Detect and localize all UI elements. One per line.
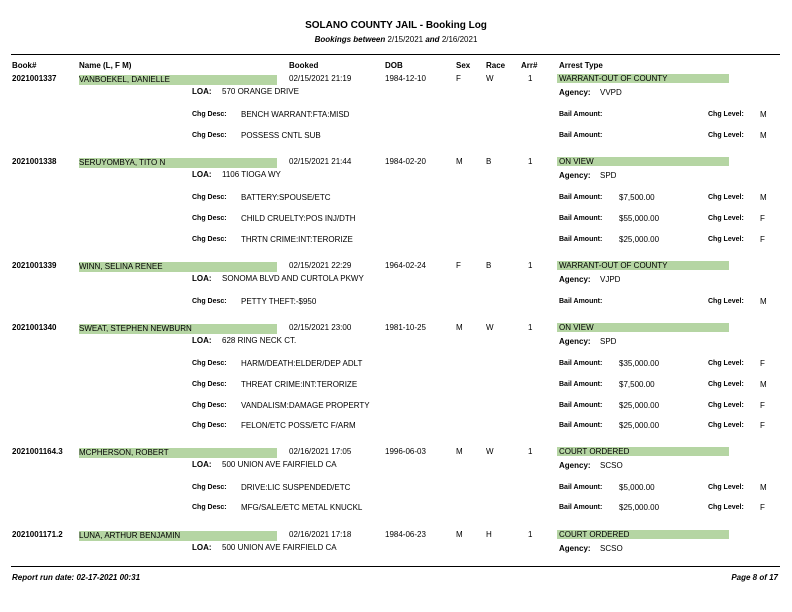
- agency-value: SPD: [600, 337, 617, 346]
- agency-value: SPD: [600, 171, 617, 180]
- inmate-name: WINN, SELINA RENEE: [79, 262, 277, 272]
- loa-label: LOA:: [192, 87, 212, 96]
- chg-desc-label: Chg Desc:: [192, 360, 227, 367]
- charge-description: CHILD CRUELTY:POS INJ/DTH: [241, 214, 356, 223]
- chg-desc-label: Chg Desc:: [192, 236, 227, 243]
- page-number: Page 8 of 17: [731, 573, 778, 582]
- bail-amount-label: Bail Amount:: [559, 504, 603, 511]
- bail-amount-label: Bail Amount:: [559, 484, 603, 491]
- charge-level: F: [760, 401, 765, 410]
- agency-value: SCSO: [600, 544, 623, 553]
- bail-amount-label: Bail Amount:: [559, 215, 603, 222]
- report-subtitle: [0, 35, 792, 44]
- subtitle-prefix: Bookings between: [314, 35, 386, 44]
- bail-amount-label: Bail Amount:: [559, 111, 603, 118]
- col-arr: Arr#: [521, 61, 538, 70]
- subtitle-from-date: 2/15/2021: [387, 35, 424, 44]
- charge-description: THREAT CRIME:INT:TERORIZE: [241, 380, 358, 389]
- bail-amount-label: Bail Amount:: [559, 236, 603, 243]
- charge-description: FELON/ETC POSS/ETC F/ARM: [241, 421, 356, 430]
- dob: 1981-10-25: [385, 323, 426, 332]
- chg-desc-label: Chg Desc:: [192, 298, 227, 305]
- booked-datetime: 02/15/2021 21:44: [289, 157, 352, 166]
- bail-amount-value: $35,000.00: [619, 359, 660, 368]
- chg-level-label: Chg Level:: [708, 132, 744, 139]
- charge-description: BENCH WARRANT:FTA:MISD: [241, 110, 350, 119]
- inmate-name: SERUYOMBYA, TITO N: [79, 158, 277, 168]
- race: W: [486, 447, 494, 456]
- agency-label: Agency:: [559, 275, 591, 284]
- charge-level: F: [760, 503, 765, 512]
- charge-description: POSSESS CNTL SUB: [241, 131, 321, 140]
- charge-description: DRIVE:LIC SUSPENDED/ETC: [241, 483, 351, 492]
- chg-desc-label: Chg Desc:: [192, 111, 227, 118]
- chg-level-label: Chg Level:: [708, 484, 744, 491]
- chg-desc-label: Chg Desc:: [192, 402, 227, 409]
- bail-amount-value: $25,000.00: [619, 401, 660, 410]
- sex: M: [456, 323, 463, 332]
- loa-label: LOA:: [192, 460, 212, 469]
- chg-level-label: Chg Level:: [708, 111, 744, 118]
- col-race: Race: [486, 61, 506, 70]
- book-number: 2021001339: [12, 261, 57, 270]
- chg-level-label: Chg Level:: [708, 422, 744, 429]
- arrest-type: COURT ORDERED: [557, 447, 729, 456]
- bail-amount-value: $25,000.00: [619, 235, 660, 244]
- agency-value: VJPD: [600, 275, 621, 284]
- bail-amount-value: $7,500.00: [619, 193, 655, 202]
- arrest-number: 1: [528, 157, 533, 166]
- loa-label: LOA:: [192, 543, 212, 552]
- bail-amount-label: Bail Amount:: [559, 381, 603, 388]
- loa-label: LOA:: [192, 170, 212, 179]
- loa-label: LOA:: [192, 274, 212, 283]
- charge-level: F: [760, 235, 765, 244]
- bail-amount-value: $7,500.00: [619, 380, 655, 389]
- bail-amount-value: $25,000.00: [619, 421, 660, 430]
- bail-amount-value: $55,000.00: [619, 214, 660, 223]
- bail-amount-label: Bail Amount:: [559, 194, 603, 201]
- agency-label: Agency:: [559, 88, 591, 97]
- charge-level: F: [760, 421, 765, 430]
- agency-label: Agency:: [559, 461, 591, 470]
- book-number: 2021001338: [12, 157, 57, 166]
- inmate-name: MCPHERSON, ROBERT: [79, 448, 277, 458]
- chg-desc-label: Chg Desc:: [192, 194, 227, 201]
- charge-level: M: [760, 131, 767, 140]
- inmate-name: VANBOEKEL, DANIELLE: [79, 75, 277, 85]
- bail-amount-label: Bail Amount:: [559, 298, 603, 305]
- loa-value: 500 UNION AVE FAIRFIELD CA: [222, 460, 337, 469]
- race: B: [486, 261, 492, 270]
- charge-level: M: [760, 297, 767, 306]
- subtitle-to-date: 2/16/2021: [441, 35, 478, 44]
- footer-rule: [11, 566, 780, 567]
- loa-value: 500 UNION AVE FAIRFIELD CA: [222, 543, 337, 552]
- charge-level: M: [760, 110, 767, 119]
- race: W: [486, 323, 494, 332]
- charge-description: HARM/DEATH:ELDER/DEP ADLT: [241, 359, 363, 368]
- chg-desc-label: Chg Desc:: [192, 484, 227, 491]
- sex: F: [456, 261, 461, 270]
- dob: 1984-02-20: [385, 157, 426, 166]
- book-number: 2021001171.2: [12, 530, 63, 539]
- chg-desc-label: Chg Desc:: [192, 504, 227, 511]
- charge-level: F: [760, 359, 765, 368]
- bail-amount-label: Bail Amount:: [559, 360, 603, 367]
- dob: 1964-02-24: [385, 261, 426, 270]
- arrest-type: ON VIEW: [557, 323, 729, 332]
- loa-value: 570 ORANGE DRIVE: [222, 87, 299, 96]
- bail-amount-label: Bail Amount:: [559, 422, 603, 429]
- charge-level: M: [760, 483, 767, 492]
- arrest-number: 1: [528, 447, 533, 456]
- charge-description: BATTERY:SPOUSE/ETC: [241, 193, 331, 202]
- subtitle-and: and: [425, 35, 440, 44]
- col-arrest-type: Arrest Type: [559, 61, 603, 70]
- chg-level-label: Chg Level:: [708, 381, 744, 388]
- agency-label: Agency:: [559, 544, 591, 553]
- charge-description: VANDALISM:DAMAGE PROPERTY: [241, 401, 370, 410]
- chg-desc-label: Chg Desc:: [192, 422, 227, 429]
- inmate-name: SWEAT, STEPHEN NEWBURN: [79, 324, 277, 334]
- dob: 1984-12-10: [385, 74, 426, 83]
- inmate-name: LUNA, ARTHUR BENJAMIN: [79, 531, 277, 541]
- col-book: Book#: [12, 61, 37, 70]
- charge-description: MFG/SALE/ETC METAL KNUCKL: [241, 503, 363, 512]
- booked-datetime: 02/15/2021 23:00: [289, 323, 352, 332]
- charge-description: THRTN CRIME:INT:TERORIZE: [241, 235, 353, 244]
- arrest-type: COURT ORDERED: [557, 530, 729, 539]
- arrest-type: WARRANT-OUT OF COUNTY: [557, 74, 729, 83]
- race: W: [486, 74, 494, 83]
- chg-level-label: Chg Level:: [708, 194, 744, 201]
- loa-value: 1106 TIOGA WY: [222, 170, 281, 179]
- arrest-type: WARRANT-OUT OF COUNTY: [557, 261, 729, 270]
- book-number: 2021001340: [12, 323, 57, 332]
- col-name: Name (L, F M): [79, 61, 132, 70]
- agency-label: Agency:: [559, 337, 591, 346]
- chg-level-label: Chg Level:: [708, 215, 744, 222]
- booked-datetime: 02/16/2021 17:05: [289, 447, 352, 456]
- sex: M: [456, 530, 463, 539]
- arrest-number: 1: [528, 323, 533, 332]
- bail-amount-label: Bail Amount:: [559, 132, 603, 139]
- charge-level: M: [760, 193, 767, 202]
- loa-value: SONOMA BLVD AND CURTOLA PKWY: [222, 274, 364, 283]
- report-title: SOLANO COUNTY JAIL - Booking Log: [305, 20, 487, 31]
- report-run-date: Report run date: 02-17-2021 00:31: [12, 573, 141, 582]
- agency-label: Agency:: [559, 171, 591, 180]
- dob: 1996-06-03: [385, 447, 426, 456]
- charge-level: F: [760, 214, 765, 223]
- bail-amount-value: $25,000.00: [619, 503, 660, 512]
- col-sex: Sex: [456, 61, 471, 70]
- charge-level: M: [760, 380, 767, 389]
- booked-datetime: 02/15/2021 21:19: [289, 74, 352, 83]
- arrest-number: 1: [528, 74, 533, 83]
- sex: M: [456, 447, 463, 456]
- loa-value: 628 RING NECK CT.: [222, 336, 297, 345]
- book-number: 2021001337: [12, 74, 57, 83]
- arrest-number: 1: [528, 530, 533, 539]
- chg-level-label: Chg Level:: [708, 298, 744, 305]
- race: B: [486, 157, 492, 166]
- chg-level-label: Chg Level:: [708, 360, 744, 367]
- chg-desc-label: Chg Desc:: [192, 215, 227, 222]
- sex: F: [456, 74, 461, 83]
- agency-value: VVPD: [600, 88, 622, 97]
- col-booked: Booked: [289, 61, 319, 70]
- bail-amount-value: $5,000.00: [619, 483, 655, 492]
- chg-desc-label: Chg Desc:: [192, 132, 227, 139]
- race: H: [486, 530, 492, 539]
- arrest-number: 1: [528, 261, 533, 270]
- chg-desc-label: Chg Desc:: [192, 381, 227, 388]
- arrest-type: ON VIEW: [557, 157, 729, 166]
- chg-level-label: Chg Level:: [708, 236, 744, 243]
- bail-amount-label: Bail Amount:: [559, 402, 603, 409]
- charge-description: PETTY THEFT:-$950: [241, 297, 317, 306]
- chg-level-label: Chg Level:: [708, 402, 744, 409]
- col-dob: DOB: [385, 61, 403, 70]
- booked-datetime: 02/15/2021 22:29: [289, 261, 352, 270]
- header-rule: [11, 54, 780, 55]
- book-number: 2021001164.3: [12, 447, 63, 456]
- booked-datetime: 02/16/2021 17:18: [289, 530, 352, 539]
- loa-label: LOA:: [192, 336, 212, 345]
- dob: 1984-06-23: [385, 530, 426, 539]
- sex: M: [456, 157, 463, 166]
- agency-value: SCSO: [600, 461, 623, 470]
- chg-level-label: Chg Level:: [708, 504, 744, 511]
